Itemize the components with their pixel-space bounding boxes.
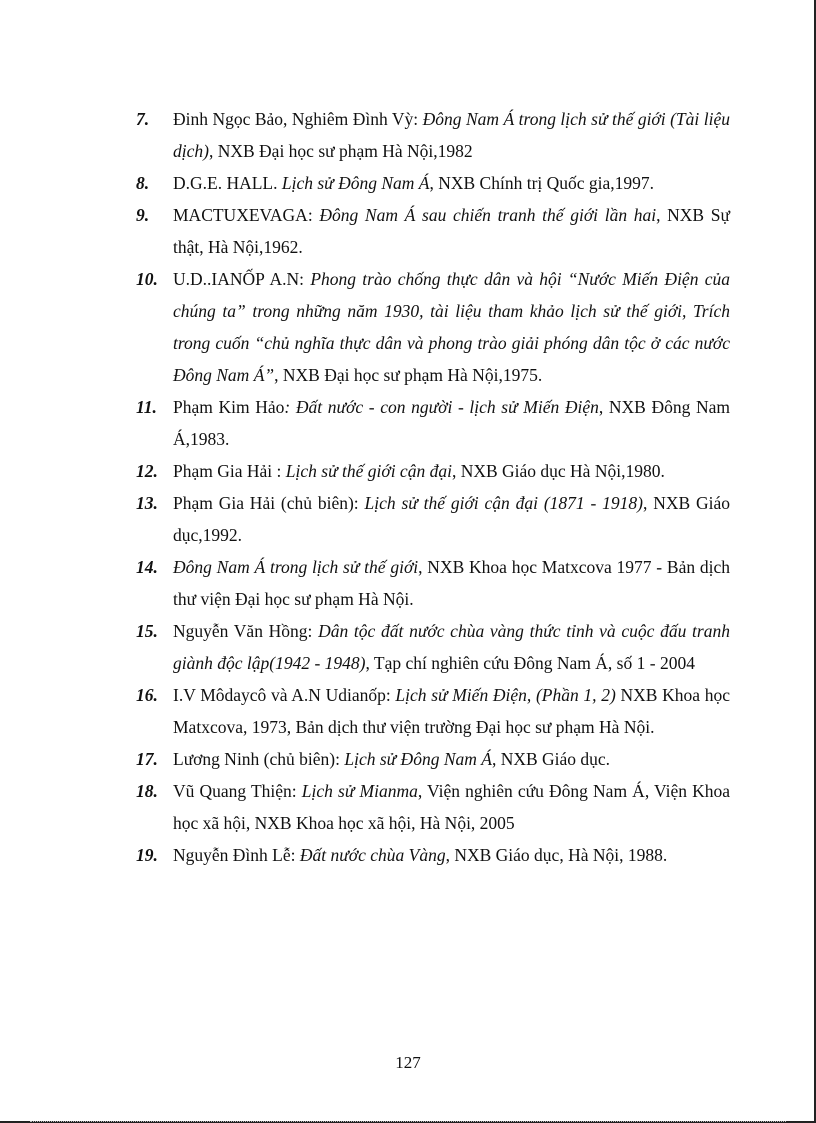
reference-item: [136, 551, 730, 615]
reference-number: 19.: [136, 845, 158, 865]
reference-item: [136, 103, 730, 167]
reference-item: [136, 615, 730, 679]
reference-author: Phạm Kim Hảo: [173, 397, 285, 417]
reference-title: Lịch sử Đông Nam Á: [281, 173, 430, 193]
reference-publisher: , NXB Đại học sư phạm Hà Nội,1975.: [274, 365, 543, 385]
reference-author: Đinh Ngọc Bảo, Nghiêm Đình Vỳ:: [173, 109, 423, 129]
reference-number: 14.: [136, 557, 158, 577]
reference-publisher: , Tạp chí nghiên cứu Đông Nam Á, số 1 - 2004: [365, 653, 695, 673]
reference-number: 17.: [136, 749, 158, 769]
reference-publisher: , Viện nghiên cứu Đông Nam Á, Viện Khoa học xã hội, NXB Khoa học xã hội, Hà Nội, 2005: [173, 781, 730, 833]
reference-item: [136, 839, 730, 871]
reference-title: Lịch sử Mianma: [301, 781, 418, 801]
reference-number: 13.: [136, 493, 158, 513]
reference-item: [136, 743, 730, 775]
reference-publisher: , NXB Khoa học Matxcova 1977 - Bản dịch thư viện Đại học sư phạm Hà Nội.: [173, 557, 730, 609]
reference-publisher: , NXB Đông Nam Á,1983.: [173, 397, 730, 449]
reference-title: Lịch sử Miến Điện, (Phần 1, 2): [395, 685, 616, 705]
reference-item: [136, 775, 730, 839]
reference-publisher: , NXB Giáo dục, Hà Nội, 1988.: [445, 845, 668, 865]
reference-item: [136, 679, 730, 743]
reference-number: 12.: [136, 461, 158, 481]
reference-item: [136, 167, 730, 199]
reference-title: : Đất nước - con người - lịch sử Miến Điện: [284, 397, 599, 417]
reference-list: [136, 103, 730, 871]
reference-number: 8.: [136, 173, 150, 193]
reference-author: Phạm Gia Hải :: [173, 461, 286, 481]
reference-number: 10.: [136, 269, 158, 289]
reference-title: Dân tộc đất nước chùa vàng thức tỉnh và cuộc đấu tranh giành độc lập(1942 - 1948): [173, 621, 730, 673]
reference-author: Nguyễn Văn Hồng:: [173, 621, 319, 641]
reference-title: Đất nước chùa Vàng: [299, 845, 446, 865]
reference-author: Nguyễn Đình Lễ:: [173, 845, 300, 865]
reference-author: MACTUXEVAGA:: [173, 205, 320, 225]
reference-number: 11.: [136, 397, 157, 417]
page-number: 127: [395, 1053, 421, 1072]
reference-number: 16.: [136, 685, 158, 705]
reference-publisher: , NXB Giáo dục Hà Nội,1980.: [451, 461, 665, 481]
reference-title: Lịch sử Đông Nam Á: [344, 749, 492, 769]
reference-author: Vũ Quang Thiện:: [173, 781, 302, 801]
reference-publisher: , NXB Sự thật, Hà Nội,1962.: [173, 205, 730, 257]
reference-item: [136, 199, 730, 263]
reference-publisher: , NXB Chính trị Quốc gia,1997.: [429, 173, 655, 193]
reference-number: 18.: [136, 781, 158, 801]
reference-title: Phong trào chống thực dân và hội “Nước Miến Điện của chúng ta” trong những năm 1930, tài liệu tham khảo lịch sử thế giới, Trích trong cuốn “chủ nghĩa thực dân và phong trào giải phóng dân tộc ở các nước Đông Nam Á”: [173, 269, 730, 385]
reference-title: Đông Nam Á trong lịch sử thế giới (Tài liệu dịch): [173, 109, 730, 161]
reference-publisher: , NXB Đại học sư phạm Hà Nội,1982: [208, 141, 473, 161]
reference-title: Đông Nam Á sau chiến tranh thế giới lần hai: [319, 205, 657, 225]
reference-item: [136, 263, 730, 391]
reference-author: Lương Ninh (chủ biên):: [173, 749, 345, 769]
reference-title: Lịch sử thế giới cận đại (1871 - 1918): [364, 493, 643, 513]
reference-author: D.G.E. HALL.: [173, 173, 282, 193]
reference-publisher: , NXB Giáo dục.: [491, 749, 611, 769]
reference-item: [136, 487, 730, 551]
reference-item: [136, 391, 730, 455]
reference-publisher: , NXB Giáo dục,1992.: [173, 493, 731, 545]
reference-title: Lịch sử thế giới cận đại: [285, 461, 452, 481]
reference-author: U.D..IANỐP A.N:: [173, 269, 311, 289]
bottom-dotted-rule: [30, 1121, 786, 1122]
reference-publisher: NXB Khoa học Matxcova, 1973, Bản dịch thư viện trường Đại học sư phạm Hà Nội.: [173, 685, 730, 737]
reference-title: Đông Nam Á trong lịch sử thế giới: [173, 557, 419, 577]
reference-number: 15.: [136, 621, 158, 641]
reference-number: 7.: [136, 109, 150, 129]
reference-number: 9.: [136, 205, 150, 225]
reference-author: I.V Môdaycô và A.N Udianốp:: [173, 685, 396, 705]
reference-item: [136, 455, 730, 487]
reference-author: Phạm Gia Hải (chủ biên):: [173, 493, 365, 513]
